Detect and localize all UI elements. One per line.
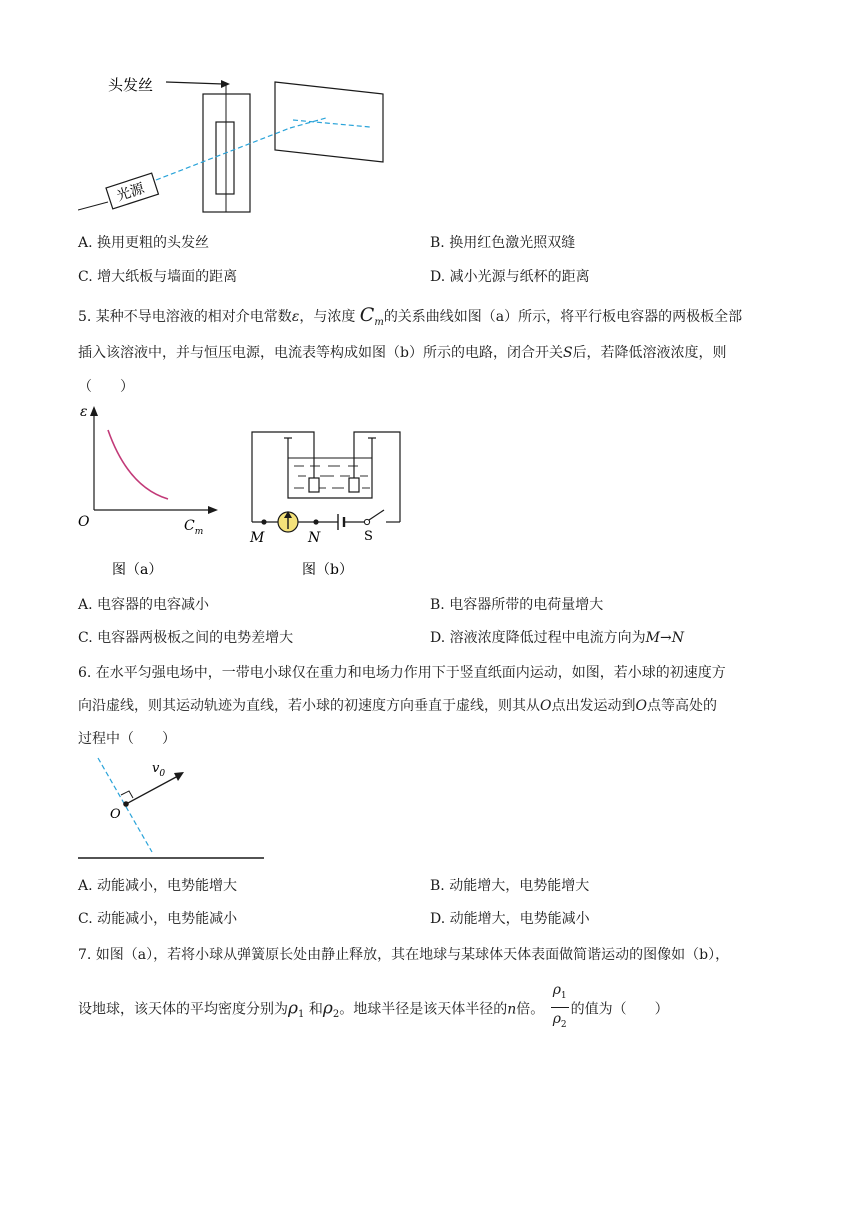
capacitor-plate-right bbox=[349, 478, 359, 492]
figure-b-caption: 图（b） bbox=[302, 562, 353, 578]
wall-screen bbox=[275, 82, 383, 162]
q4-option-c[interactable]: C. 增大纸板与墙面的距离 bbox=[78, 269, 238, 285]
capacitor-circuit-figure bbox=[244, 402, 414, 582]
s-label: S bbox=[364, 529, 373, 544]
source-label: 光源 bbox=[114, 180, 147, 205]
m-label: M bbox=[250, 530, 265, 546]
q5-option-b[interactable]: B. 电容器所带的电荷量增大 bbox=[430, 597, 604, 613]
capacitor-plate-left bbox=[309, 478, 319, 492]
double-slit bbox=[216, 122, 234, 194]
q6-option-c[interactable]: C. 动能减小，电势能减小 bbox=[78, 911, 238, 927]
q6-option-b[interactable]: B. 动能增大，电势能增大 bbox=[430, 878, 590, 894]
q6-option-d[interactable]: D. 动能增大，电势能减小 bbox=[430, 911, 590, 927]
q5-option-c[interactable]: C. 电容器两极板之间的电势差增大 bbox=[78, 630, 294, 646]
density-ratio-fraction: $\frac{\rho_1}{\rho_2}$ bbox=[552, 982, 567, 1030]
q6-option-a[interactable]: A. 动能减小，电势能增大 bbox=[78, 878, 238, 894]
q5-stem-line3: （ ） bbox=[78, 379, 134, 395]
q5-option-d[interactable]: D. 溶液浓度降低过程中电流方向为M→N bbox=[430, 630, 684, 646]
epsilon-curve bbox=[108, 430, 168, 499]
ball-origin bbox=[123, 801, 129, 807]
origin-label: O bbox=[78, 514, 90, 530]
q5-stem-line1: 5. 某种不导电溶液的相对介电常数ε，与浓度 $C_m$的关系曲线如图（a）所示，将平行板电容器的两极板全部 bbox=[78, 304, 743, 328]
epsilon-concentration-figure bbox=[76, 402, 226, 582]
q4-option-d[interactable]: D. 减小光源与纸杯的距离 bbox=[430, 269, 590, 285]
q4-option-a[interactable]: A. 换用更粗的头发丝 bbox=[78, 235, 210, 251]
charged-ball-figure bbox=[78, 754, 278, 864]
q7-stem-line1: 7. 如图（a），若将小球从弹簧原长处由静止释放，其在地球与某球体天体表面做简谐运动的图像如（b）， bbox=[78, 947, 730, 963]
switch bbox=[369, 510, 384, 520]
hair-interference-figure bbox=[78, 70, 398, 220]
q7-stem-line2: 设地球，该天体的平均密度分别为$\rho_1$ 和$\rho_2$。地球半径是该天体半径的n倍。 $\frac{\rho_1}{\rho_2}$ 的值为（ ） bbox=[78, 982, 669, 1037]
v0-label: $v_0$ bbox=[152, 761, 166, 779]
q5-option-a[interactable]: A. 电容器的电容减小 bbox=[78, 597, 210, 613]
q6-stem-line2: 向沿虚线，则其运动轨迹为直线，若小球的初速度方向垂直于虚线，则其从O点出发运动到O点等高处的 bbox=[78, 698, 717, 714]
n-label: N bbox=[308, 530, 321, 546]
figure-a-caption: 图（a） bbox=[112, 562, 163, 578]
o-label: O bbox=[110, 807, 121, 822]
x-axis-label: $C_m$ bbox=[184, 518, 204, 537]
q4-option-b[interactable]: B. 换用红色激光照双缝 bbox=[430, 235, 576, 251]
y-axis-label: ε bbox=[80, 404, 88, 420]
q6-stem-line3: 过程中（ ） bbox=[78, 731, 176, 747]
q6-stem-line1: 6. 在水平匀强电场中，一带电小球仅在重力和电场力作用下于竖直纸面内运动，如图，若小球的初速度方 bbox=[78, 665, 726, 681]
q5-stem-line2: 插入该溶液中，并与恒压电源，电流表等构成如图（b）所示的电路，闭合开关S后，若降低溶液浓度，则 bbox=[78, 345, 727, 361]
hair-label: 头发丝 bbox=[108, 76, 154, 94]
